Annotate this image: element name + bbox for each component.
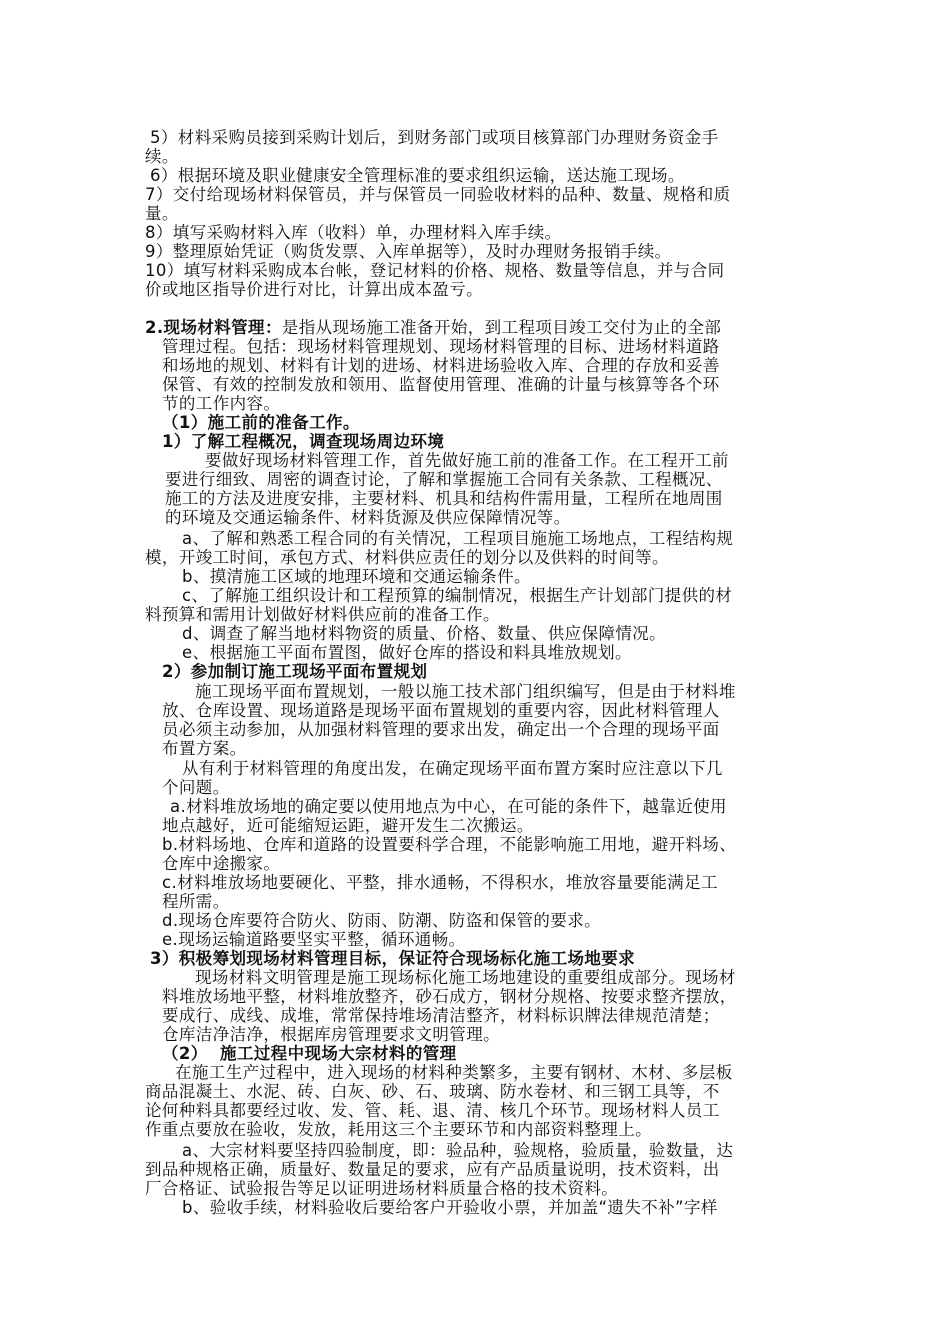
part-2-item: 到品种规格正确，质量好、数量足的要求，应有产品质量说明，技术资料，出	[145, 1160, 720, 1179]
part-1-sub-2-item: b.材料场地、仓库和道路的设置要科学合理，不能影响施工用地，避开料场、	[162, 835, 737, 854]
part-1-sub-2-paragraph: 施工现场平面布置规划，一般以施工技术部门组织编写，但是由于材料堆	[195, 682, 736, 701]
part-1-sub-1-item: d、调查了解当地材料物资的质量、价格、数量、供应保障情况。	[182, 624, 667, 643]
procurement-step-text: 6）根据环境及职业健康安全管理标准的要求组织运输，送达施工现场。	[150, 166, 685, 185]
procurement-step-text: 10）填写材料采购成本台帐，登记材料的价格、规格、数量等信息，并与合同	[145, 261, 725, 280]
part-1-sub-1-item: c、了解施工组织设计和工程预算的编制情况，根据生产计划部门提供的材	[182, 586, 733, 605]
part-1-sub-1-item: a、了解和熟悉工程合同的有关情况，工程项目施施工场地点，工程结构规	[182, 529, 734, 548]
part-1-sub-3-paragraph: 要成行、成线、成堆，常常保持堆场清洁整齐，材料标识牌法律规范清楚；	[162, 1006, 720, 1025]
section-2-first-line	[145, 318, 721, 338]
procurement-step-text: 7）交付给现场材料保管员，并与保管员一同验收材料的品种、数量、规格和质	[145, 185, 731, 204]
part-1-sub-2-item: e.现场运输道路要坚实平整，循环通畅。	[162, 930, 466, 949]
section-2-intro-text: 节的工作内容。	[162, 394, 281, 413]
part-1-sub-1-item: 料预算和需用计划做好材料供应前的准备工作。	[145, 605, 500, 624]
part-1-sub-2-item: a.材料堆放场地的确定要以使用地点为中心，在可能的条件下，越靠近使用	[170, 797, 727, 816]
part-1-sub-2-heading: 2）参加制订施工现场平面布置规划	[162, 662, 428, 681]
part-1-sub-3-paragraph: 仓库洁净洁净，根据库房管理要求文明管理。	[162, 1025, 500, 1044]
procurement-step-text: 续。	[145, 147, 179, 166]
section-2-intro-text: 管理过程。包括：现场材料管理规划、现场材料管理的目标、进场材料道路	[162, 337, 720, 356]
part-2-paragraph: 作重点要放在验收，发放，耗用这三个主要环节和内部资料整理上。	[145, 1120, 652, 1139]
part-1-sub-1-item: 模，开竣工时间，承包方式、材料供应责任的划分以及供料的时间等。	[145, 548, 669, 567]
procurement-step-text: 价或地区指导价进行对比，计算出成本盈亏。	[145, 280, 483, 299]
part-1-sub-2-paragraph: 从有利于材料管理的角度出发，在确定现场平面布置方案时应注意以下几	[182, 759, 723, 778]
part-1-sub-1-paragraph: 的环境及交通运输条件、材料货源及供应保障情况等。	[165, 508, 571, 527]
part-1-sub-2-paragraph: 放、仓库设置、现场道路是现场平面布置规划的重要内容，因此材料管理人	[162, 701, 720, 720]
part-2-paragraph: 在施工生产过程中，进入现场的材料种类繁多，主要有钢材、木材、多层板	[175, 1063, 733, 1082]
part-1-sub-1-heading: 1）了解工程概况，调查现场周边环境	[162, 432, 445, 451]
part-2-item: a、大宗材料要坚持四验制度，即：验品种，验规格，验质量，验数量，达	[182, 1141, 734, 1160]
procurement-step-text: 5）材料采购员接到采购计划后，到财务部门或项目核算部门办理财务资金手	[150, 128, 719, 147]
part-1-sub-2-paragraph: 个问题。	[162, 778, 230, 797]
section-2-intro-text: 保管、有效的控制发放和领用、监督使用管理、准确的计量与核算等各个环	[162, 375, 720, 394]
part-1-sub-3-paragraph: 料堆放场地平整，材料堆放整齐，砂石成方，钢材分规格、按要求整齐摆放，	[162, 987, 737, 1006]
section-2-intro-text: 是指从现场施工准备开始，到工程项目竣工交付为止的全部	[281, 318, 722, 337]
part-1-sub-2-item: d.现场仓库要符合防火、防雨、防潮、防盗和保管的要求。	[162, 911, 602, 930]
part-1-sub-2-paragraph: 员必须主动参加，从加强材料管理的要求出发，确定出一个合理的现场平面	[162, 720, 720, 739]
part-2-item: 厂合格证、试验报告等足以证明进场材料质量合格的技术资料。	[145, 1179, 619, 1198]
part-1-heading: （1）施工前的准备工作。	[162, 413, 360, 432]
part-1-sub-2-item: c.材料堆放场地要硬化、平整，排水通畅，不得积水，堆放容量要能满足工	[162, 873, 718, 892]
procurement-step-text: 8）填写采购材料入库（收料）单，办理材料入库手续。	[145, 223, 562, 242]
part-1-sub-1-paragraph: 要做好现场材料管理工作，首先做好施工前的准备工作。在工程开工前	[205, 451, 729, 470]
part-1-sub-1-paragraph: 要进行细致、周密的调查讨论，了解和掌握施工合同有关条款、工程概况、	[165, 470, 723, 489]
part-1-sub-2-paragraph: 布置方案。	[162, 739, 247, 758]
procurement-step-text: 9）整理原始凭证（购货发票、入库单据等），及时办理财务报销手续。	[145, 242, 672, 261]
part-1-sub-2-item: 仓库中途搬家。	[162, 854, 281, 873]
part-1-sub-1-item: b、摸清施工区域的地理环境和交通运输条件。	[182, 567, 531, 586]
part-1-sub-1-item: e、根据施工平面布置图，做好仓库的搭设和料具堆放规划。	[182, 643, 632, 662]
part-1-sub-1-paragraph: 施工的方法及进度安排，主要材料、机具和结构件需用量，工程所在地周围	[165, 489, 723, 508]
section-2-intro-text: 和场地的规划、材料有计划的进场、材料进场验收入库、合理的存放和妥善	[162, 356, 720, 375]
part-2-paragraph: 论何种料具都要经过收、发、管、耗、退、清、核几个环节。现场材料人员工	[145, 1101, 720, 1120]
part-1-sub-3-heading: 3）积极筹划现场材料管理目标，保证符合现场标化施工场地要求	[150, 949, 636, 968]
part-1-sub-2-item: 地点越好，近可能缩短运距，避开发生二次搬运。	[162, 816, 534, 835]
part-2-paragraph: 商品混凝土、水泥、砖、白灰、砂、石、玻璃、防水卷材、和三钢工具等，不	[145, 1082, 720, 1101]
part-2-item: b、验收手续，材料验收后要给客户开验收小票，并加盖“遗失不补”字样	[182, 1198, 718, 1217]
part-2-heading: （2） 施工过程中现场大宗材料的管理	[162, 1044, 457, 1063]
procurement-step-text: 量。	[145, 204, 179, 223]
section-2-heading: 2.现场材料管理：	[145, 318, 282, 337]
part-1-sub-3-paragraph: 现场材料文明管理是施工现场标化施工场地建设的重要组成部分。现场材	[195, 968, 736, 987]
part-1-sub-2-item: 程所需。	[162, 892, 230, 911]
